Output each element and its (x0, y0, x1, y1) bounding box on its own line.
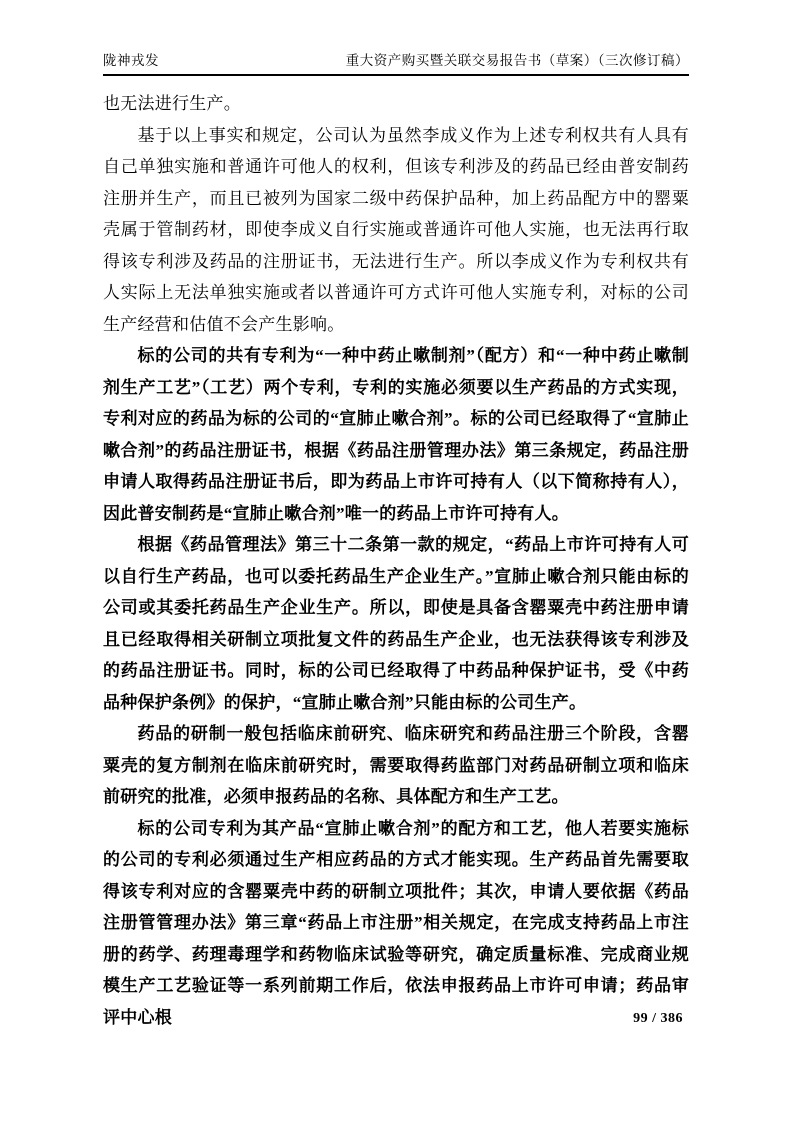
paragraph-shared-patents: 标的公司的共有专利为“一种中药止嗽制剂”（配方）和“一种中药止嗽制剂生产工艺”（工艺）两个专利，专利的实施必须要以生产药品的方式实现，专利对应的药品为标的公司的“宣肺止嗽合剂”。标的公司已经取得了“宣肺止嗽合剂”的药品注册证书，根据《药品注册管理办法》第三条规定，药品注册申请人取得药品注册证书后，即为药品上市许可持有人（以下简称持有人），因此普安制药是“宣肺止嗽合剂”唯一的药品上市许可持有人。 (103, 346, 689, 523)
paragraph-company-opinion: 基于以上事实和规定，公司认为虽然李成义作为上述专利权共有人具有自己单独实施和普通许可他人的权利，但该专利涉及的药品已经由普安制药注册并生产，而且已被列为国家二级中药保护品种，加上药品配方中的罂粟壳属于管制药材，即使李成义自行实施或普通许可他人实施，也无法再行取得该专利涉及药品的注册证书，无法进行生产。所以李成义作为专利权共有人实际上无法单独实施或者以普通许可方式许可他人实施专利，对标的公司生产经营和估值不会产生影响。 (103, 125, 689, 334)
paragraph-patent-implementation: 标的公司专利为其产品“宣肺止嗽合剂”的配方和工艺，他人若要实施标的公司的专利必须通过生产相应药品的方式才能实现。生产药品首先需要取得该专利对应的含罂粟壳中药的研制立项批件；其次，申请人要依据《药品注册管管理办法》第三章“药品上市注册”相关规定，在完成支持药品上市注册的药学、药理毒理学和药物临床试验等研究，确定质量标准、完成商业规模生产工艺验证等一系列前期工作后，依法申报药品上市许可申请；药品审评中心根 (103, 818, 689, 1027)
header-right-runner: 重大资产购买暨关联交易报告书（草案）（三次修订稿） (345, 53, 689, 68)
page-number: 99 / 386 (633, 1011, 683, 1026)
document-body (103, 88, 689, 1033)
page-header (103, 52, 689, 76)
paragraph-drug-administration-law: 根据《药品管理法》第三十二条第一款的规定，“药品上市许可持有人可以自行生产药品，也可以委托药品生产企业生产。”宣肺止嗽合剂只能由标的公司或其委托药品生产企业生产。所以，即使是具备含罂粟壳中药注册申请且已经取得相关研制立项批复文件的药品生产企业，也无法获得该专利涉及的药品注册证书。同时，标的公司已经取得了中药品种保护证书，受《中药品种保护条例》的保护，“宣肺止嗽合剂”只能由标的公司生产。 (103, 535, 689, 712)
paragraph-drug-development-stages: 药品的研制一般包括临床前研究、临床研究和药品注册三个阶段，含罂粟壳的复方制剂在临床前研究时，需要取得药监部门对药品研制立项和临床前研究的批准，必须申报药品的名称、具体配方和生产工艺。 (103, 724, 689, 806)
paragraph-continuation: 也无法进行生产。 (103, 94, 241, 113)
page-footer (633, 1011, 683, 1027)
header-left-runner: 陇神戎发 (103, 53, 159, 68)
